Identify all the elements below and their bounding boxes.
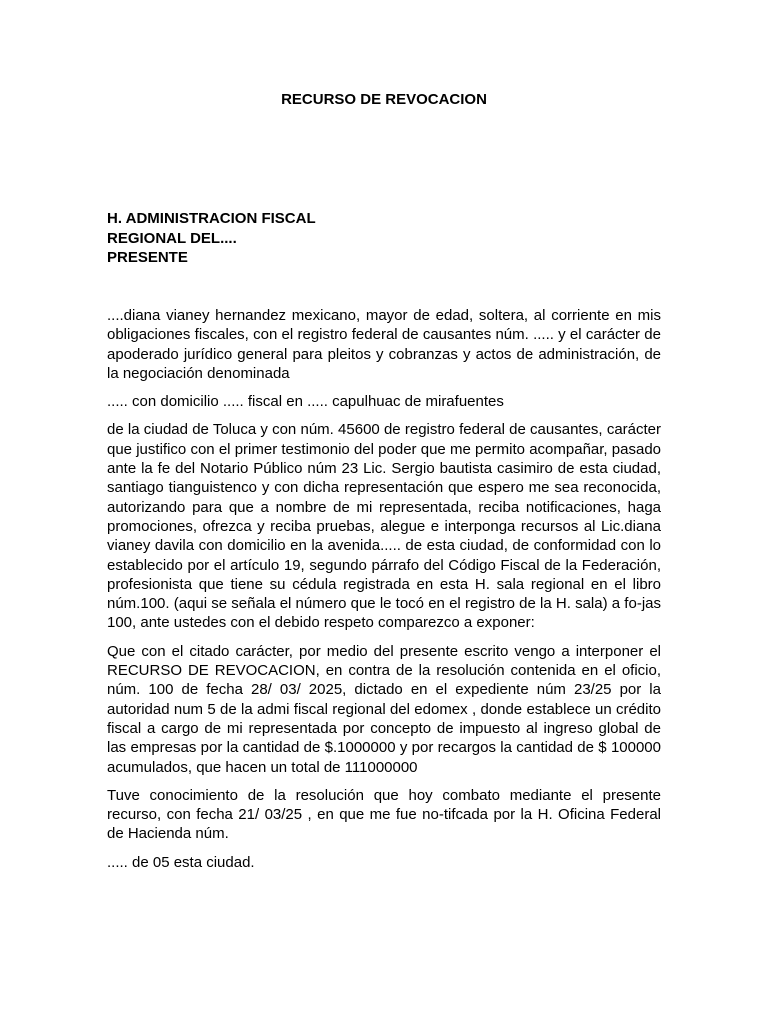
document-title: RECURSO DE REVOCACION xyxy=(281,91,487,108)
document-body xyxy=(107,306,661,872)
paragraph-intro: ....diana vianey hernandez mexicano, mayor de edad, soltera, al corriente en mis obligaciones fiscales, con el registro federal de causantes núm. ..... y el carácter de apoderado jurídico general para pleitos y cobranzas y actos de administración, de la negociación denominada xyxy=(107,307,661,382)
addressee-line-2: REGIONAL DEL.... xyxy=(107,229,237,247)
addressee-block xyxy=(107,209,667,268)
paragraph-representacion: de la ciudad de Toluca y con núm. 45600 de registro federal de causantes, carácter que justifico con el primer testimonio del poder que me permito acompañar, pasado ante la fe del Notario Público núm 23 Lic. Sergio bautista casimiro de esta ciudad, santiago tianguistenco y con dicha representación que espero me sea reconocida, autorizando para que a nombre de mi representada, reciba notificaciones, haga promociones, ofrezca y reciba pruebas, alegue e interponga recursos al Lic.diana vianey davila con domicilio en la avenida..... de esta ciudad, de conformidad con lo establecido por el artículo 19, segundo párrafo del Código Fiscal de la Federación, profesionista que tiene su cédula registrada en esta H. sala regional en el libro núm.100. (aqui se señala el número que le tocó en el registro de la H. sala) a fo-jas 100, ante ustedes con el debido respeto comparezco a exponer: xyxy=(107,421,661,632)
paragraph-recurso: Que con el citado carácter, por medio del presente escrito vengo a interponer el RECURSO DE REVOCACION, en contra de la resolución contenida en el oficio, núm. 100 de fecha 28/ 03/ 2025, dictado en el expediente núm 23/25 por la autoridad num 5 de la admi fiscal regional del edomex , donde establece un crédito fiscal a cargo de mi representada por concepto de impuesto al ingreso global de las empresas por la cantidad de $.1000000 y por recargos la cantidad de $ 100000 acumulados, que hacen un total de 111000000 xyxy=(107,642,661,776)
paragraph-domicilio: ..... con domicilio ..... fiscal en ..... capulhuac de mirafuentes xyxy=(107,393,504,411)
addressee-line-1: H. ADMINISTRACION FISCAL xyxy=(107,210,316,227)
paragraph-notificacion: Tuve conocimiento de la resolución que hoy combato mediante el presente recurso, con fecha 21/ 03/25 , en que me fue no-tifcada por la H. Oficina Federal de Hacienda núm. xyxy=(107,786,661,843)
paragraph-ciudad: ..... de 05 esta ciudad. xyxy=(107,853,255,871)
addressee-line-3: PRESENTE xyxy=(107,249,188,266)
